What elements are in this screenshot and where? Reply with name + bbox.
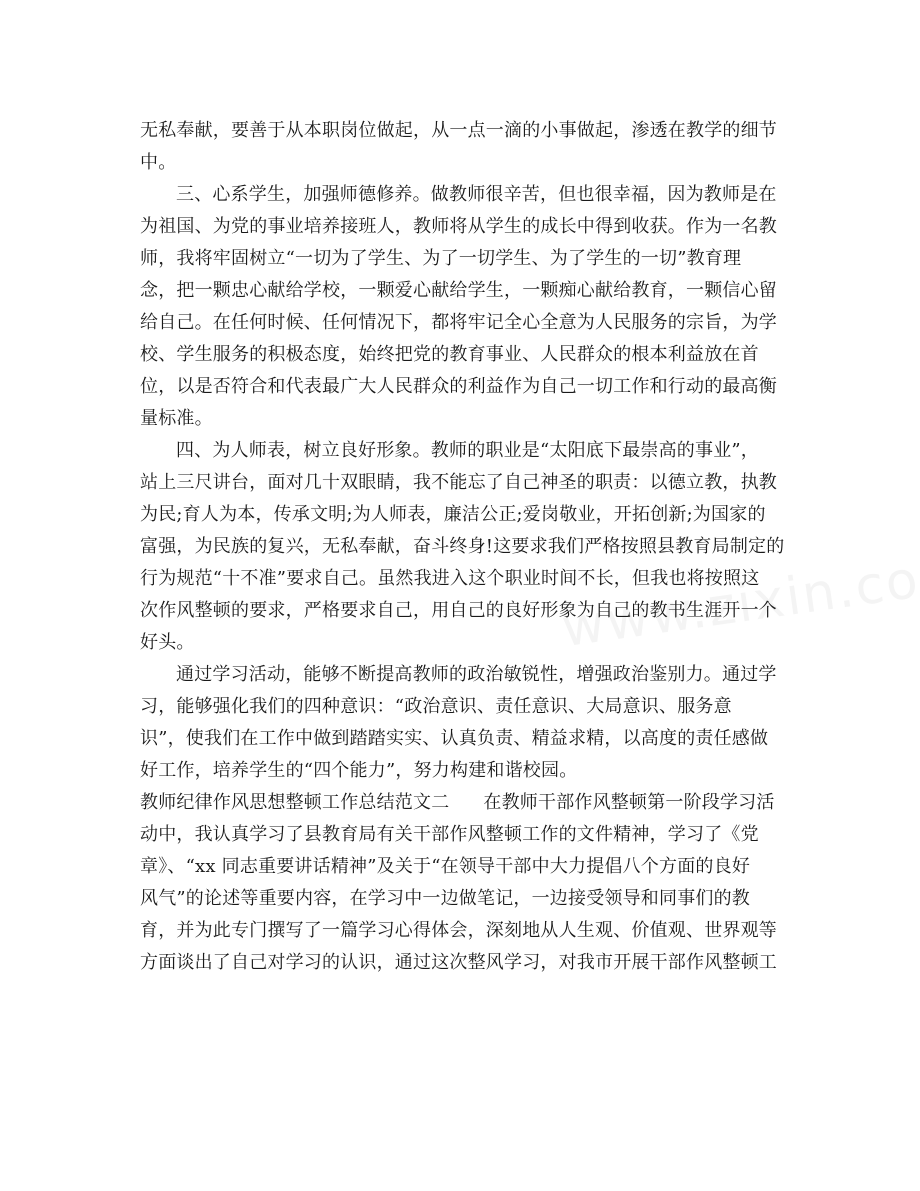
text-line: 行为规范“十不准”要求自己。虽然我进入这个职业时间不长，但我也将按照这 bbox=[140, 568, 760, 589]
text-line: 富强，为民族的复兴，无私奉献，奋斗终身!这要求我们严格按照县教育局制定的 bbox=[140, 536, 785, 557]
section-title-line bbox=[140, 787, 780, 819]
text-line: 无私奉献，要善于从本职岗位做起，从一点一滴的小事做起，渗透在教学的细节 bbox=[140, 120, 777, 141]
document-body bbox=[140, 115, 785, 979]
text-line: 好工作，培养学生的“四个能力”，努力构建和谐校园。 bbox=[140, 760, 578, 781]
text-line: 次作风整顿的要求，严格要求自己，用自己的良好形象为自己的教书生涯开一个 bbox=[140, 600, 777, 621]
paragraph-start-line: 四、为人师表，树立良好形象。教师的职业是“太阳底下最崇高的事业”， bbox=[176, 440, 760, 461]
text-line: 给自己。在任何时候、任何情况下，都将牢记全心全意为人民服务的宗旨，为学 bbox=[140, 312, 777, 333]
text-line: 风气”的论述等重要内容，在学习中一边做笔记，一边接受领导和同事们的教 bbox=[140, 888, 750, 909]
text-line: 念，把一颗忠心献给学校，一颗爱心献给学生，一颗痴心献给教育，一颗信心留 bbox=[140, 280, 777, 301]
text-line: 师，我将牢固树立“一切为了学生、为了一切学生、为了学生的一切”教育理 bbox=[140, 248, 742, 269]
section-title: 教师纪律作风思想整顿工作总结范文二 bbox=[140, 792, 450, 813]
text-line: 为民;育人为本，传承文明;为人师表，廉洁公正;爱岗敬业，开拓创新;为国家的 bbox=[140, 504, 766, 525]
text-line: 站上三尺讲台，面对几十双眼睛，我不能忘了自己神圣的职责：以德立教，执教 bbox=[140, 472, 777, 493]
text-line: 章》、“xx 同志重要讲话精神”及关于“在领导干部中大力提倡八个方面的良好 bbox=[140, 856, 751, 877]
text-line: 量标准。 bbox=[140, 408, 213, 429]
paragraph-start-line: 通过学习活动，能够不断提高教师的政治敏锐性，增强政治鉴别力。通过学 bbox=[176, 664, 777, 685]
text-line: 方面谈出了自己对学习的认识，通过这次整风学习，对我市开展干部作风整顿工 bbox=[140, 952, 777, 973]
text-line: 校、学生服务的积极态度，始终把党的教育事业、人民群众的根本利益放在首 bbox=[140, 344, 759, 365]
text-line: 育，并为此专门撰写了一篇学习心得体会，深刻地从人生观、价值观、世界观等 bbox=[140, 920, 777, 941]
text-line: 位，以是否符合和代表最广大人民群众的利益作为自己一切工作和行动的最高衡 bbox=[140, 376, 777, 397]
text-line: 识”，使我们在工作中做到踏踏实实、认真负责、精益求精，以高度的责任感做 bbox=[140, 728, 769, 749]
text-line: 动中，我认真学习了县教育局有关干部作风整顿工作的文件精神，学习了《党 bbox=[140, 824, 759, 845]
paragraph-start-line: 三、心系学生，加强师德修养。做教师很辛苦，但也很幸福，因为教师是在 bbox=[176, 184, 777, 205]
text-line: 中。 bbox=[140, 152, 177, 173]
text-line: 为祖国、为党的事业培养接班人，教师将从学生的成长中得到收获。作为一名教 bbox=[140, 216, 777, 237]
text-line: 习，能够强化我们的四种意识：“政治意识、责任意识、大局意识、服务意 bbox=[140, 696, 732, 717]
text-line: 好头。 bbox=[140, 632, 195, 653]
text-line: 在教师干部作风整顿第一阶段学习活 bbox=[483, 792, 775, 813]
